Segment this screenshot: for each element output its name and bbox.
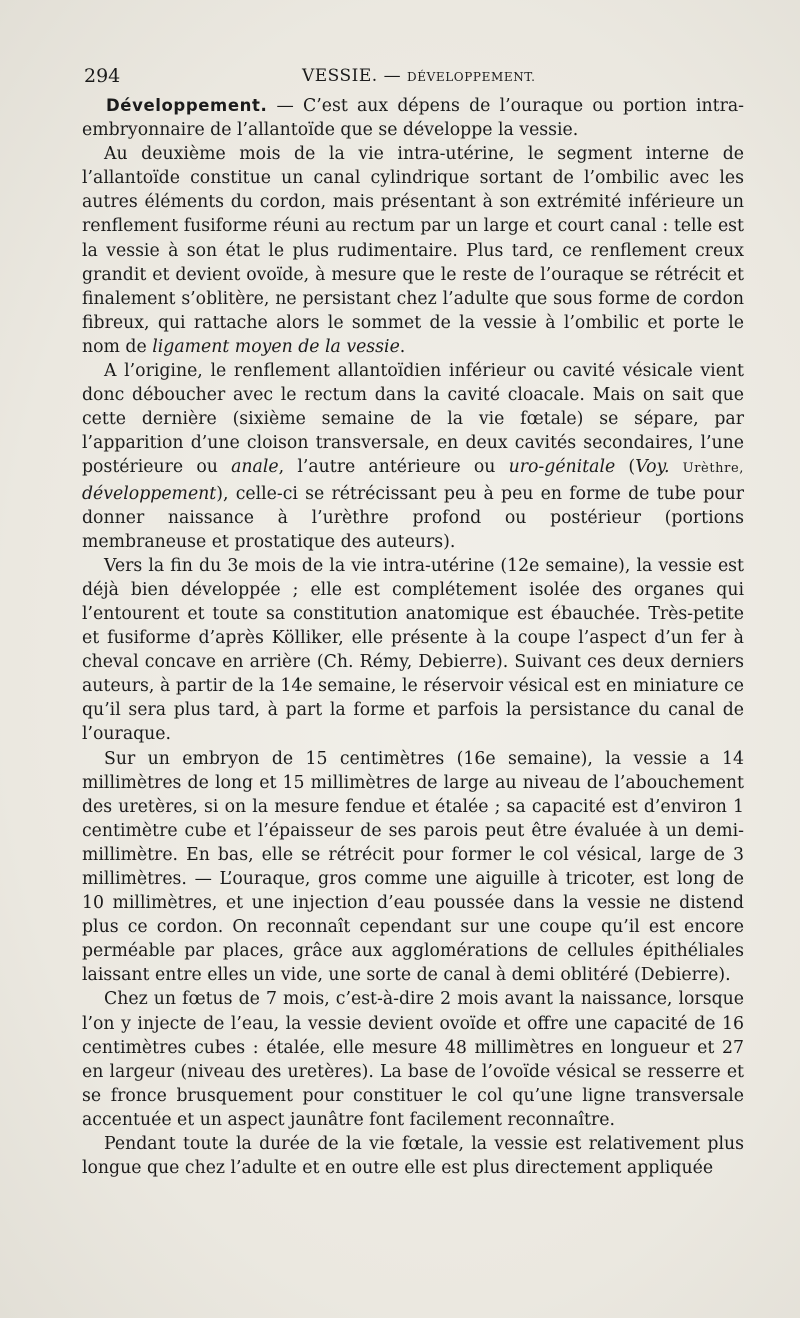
paragraph-7 xyxy=(82,1132,744,1180)
paragraph-4 xyxy=(82,554,744,747)
paragraph-2 xyxy=(82,142,744,359)
paragraph-5 xyxy=(82,747,744,988)
paragraph-7-text: Pendant toute la durée de la vie fœtale, la vessie est relativement plus longue que chez l’adulte et en outre elle est plus directement appliquée xyxy=(82,1134,744,1179)
paragraph-3-mid-1: , l’autre antérieure ou xyxy=(278,457,509,478)
paragraph-3-smallcaps-urethre: Urèthre, xyxy=(682,461,744,477)
running-title-main: VESSIE. xyxy=(302,66,378,86)
paragraph-2-italic: ligament moyen de la vessie xyxy=(152,336,400,357)
paragraph-1 xyxy=(82,94,744,142)
paragraph-3-mid-2: ( xyxy=(615,457,636,478)
paragraph-3-end: ), celle-ci se rétrécissant peu à peu en forme de tube pour donner naissance à l’urèthre profond ou postérieur (portions membraneuse et prostatique des auteurs). xyxy=(82,483,744,552)
paragraph-3-italic-voy: Voy. xyxy=(635,457,670,478)
body-text xyxy=(82,94,744,1180)
paragraph-2-text: Au deuxième mois de la vie intra-utérine, le segment interne de l’allantoïde constitue un canal cylindrique sortant de l’ombilic avec les autres éléments du cordon, mais présentant à son extrémité inférieure un renflement fusiforme réuni au rectum par un large et court canal : telle est la vessie à son état le plus rudimentaire. Plus tard, ce renflement creux grandit et devient ovoïde, à mesure que le reste de l’ouraque se rétrécit et finalement s’oblitère, ne persistant chez l’adulte que sous forme de cordon fibreux, qui rattache alors le sommet de la vessie à l’ombilic et porte le nom de xyxy=(82,144,744,357)
paragraph-4-text: Vers la fin du 3e mois de la vie intra-utérine (12e semaine), la vessie est déjà bien développée ; elle est complétement isolée des organes qui l’entourent et toute sa constitution anatomique est ébauchée. Très-petite et fusiforme d’après Kölliker, elle présente à la coupe l’aspect d’un fer à cheval concave en arrière (Ch. Rémy, Debierre). Suivant ces deux derniers auteurs, à partir de la 14e semaine, le réservoir vésical est en miniature ce qu’il sera plus tard, à part la forme et parfois la persistance du canal de l’ouraque. xyxy=(82,555,744,745)
paragraph-2-end: . xyxy=(399,336,406,357)
paragraph-3-italic-developpement: développement xyxy=(82,483,217,504)
paragraph-5-text: Sur un embryon de 15 centimètres (16e semaine), la vessie a 14 millimètres de long et 15 millimètres de large au niveau de l’abouchement des uretères, si on la mesure fendue et étalée ; sa capacité est d’environ 1 centimètre cube et l’épaisseur de ses parois peut être évaluée à un demi-millimètre. En bas, elle se rétrécit pour former le col vésical, large de 3 millimètres. — L’ouraque, gros comme une aiguille à tricoter, est long de 10 millimètres, et une injection d’eau poussée dans la vessie ne distend plus ce cordon. On reconnaît cependant sur une coupe qu’il est encore perméable par places, grâce aux agglomérations de cellules épithéliales laissant entre elles un vide, une sorte de canal à demi oblitéré (Debierre). xyxy=(82,748,744,986)
paragraph-3-mid-3 xyxy=(669,457,682,477)
page-number: 294 xyxy=(84,65,121,87)
paragraph-3-text: A l’origine, le renflement allantoïdien inférieur ou cavité vésicale vient donc déboucher avec le rectum dans la cavité cloacale. Mais on sait que cette dernière (sixième semaine de la vie fœtale) se sépare, par l’apparition d’une cloison transversale, en deux cavités secondaires, l’une postérieure ou xyxy=(82,361,744,478)
running-title-sub: DÉVELOPPEMENT. xyxy=(407,70,536,84)
running-title-dash: — xyxy=(377,66,408,86)
paragraph-6-text: Chez un fœtus de 7 mois, c’est-à-dire 2 mois avant la naissance, lorsque l’on y injecte de l’eau, la vessie devient ovoïde et offre une capacité de 16 centimètres cubes : étalée, elle mesure 48 millimètres en longueur et 27 en largeur (niveau des uretères). La base de l’ovoïde vésical se resserre et se fronce brusquement pour constituer le col qu’une ligne transversale accentuée et un aspect jaunâtre font facilement reconnaître. xyxy=(82,989,744,1130)
paragraph-6 xyxy=(82,987,744,1132)
running-header xyxy=(82,62,744,90)
running-title xyxy=(302,62,536,91)
section-heading: Développement. xyxy=(106,96,268,115)
paragraph-3-italic-anale: anale xyxy=(231,457,279,478)
paragraph-3-italic-uro-genitale: uro-génitale xyxy=(508,457,616,478)
paragraph-3 xyxy=(82,359,744,554)
paragraph-1-text: — C’est aux dépens de l’ouraque ou portion intra-embryonnaire de l’allantoïde que se développe la vessie. xyxy=(82,96,744,141)
